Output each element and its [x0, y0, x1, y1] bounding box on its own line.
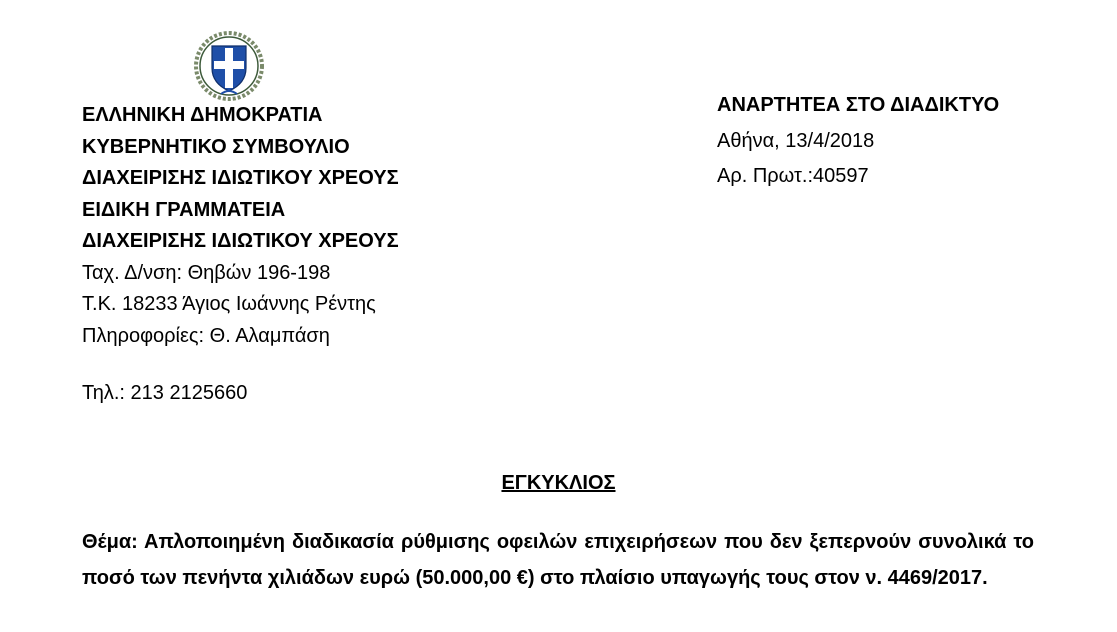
- protocol-number: Αρ. Πρωτ.:40597: [717, 165, 869, 187]
- phone-number: Τηλ.: 213 2125660: [82, 382, 248, 404]
- org-line-4: ΕΙΔΙΚΗ ΓΡΑΜΜΑΤΕΙΑ: [82, 198, 286, 221]
- info-contact: Πληροφορίες: Θ. Αλαμπάση: [82, 324, 330, 347]
- postal-code: Τ.Κ. 18233 Άγιος Ιωάννης Ρέντης: [82, 293, 376, 315]
- sender-block: [82, 100, 602, 410]
- place-date: Αθήνα, 13/4/2018: [717, 129, 875, 152]
- greek-coat-of-arms-icon: [193, 30, 265, 102]
- org-line-3: ΔΙΑΧΕΙΡΙΣΗΣ ΙΔΙΩΤΙΚΟΥ ΧΡΕΟΥΣ: [82, 167, 399, 189]
- posting-notice: ΑΝΑΡΤΗΤΕΑ ΣΤΟ ΔΙΑΔΙΚΤΥΟ: [717, 94, 1000, 116]
- org-line-1: ΕΛΛΗΝΙΚΗ ΔΗΜΟΚΡΑΤΙΑ: [82, 104, 323, 126]
- document-title: ΕΓΚΥΚΛΙΟΣ: [501, 472, 616, 494]
- document-meta: [717, 88, 1097, 195]
- document-subject: Θέμα: Απλοποιημένη διαδικασία ρύθμισης οφειλών επιχειρήσεων που δεν ξεπερνούν συνολικά το ποσό των πενήντα χιλιάδων ευρώ (50.000,00 €) στο πλαίσιο υπαγωγής τους στον ν. 4469/2017.: [82, 531, 1034, 589]
- org-line-5: ΔΙΑΧΕΙΡΙΣΗΣ ΙΔΙΩΤΙΚΟΥ ΧΡΕΟΥΣ: [82, 230, 399, 252]
- postal-address: Ταχ. Δ/νση: Θηβών 196-198: [82, 261, 331, 284]
- org-line-2: ΚΥΒΕΡΝΗΤΙΚΟ ΣΥΜΒΟΥΛΙΟ: [82, 135, 350, 158]
